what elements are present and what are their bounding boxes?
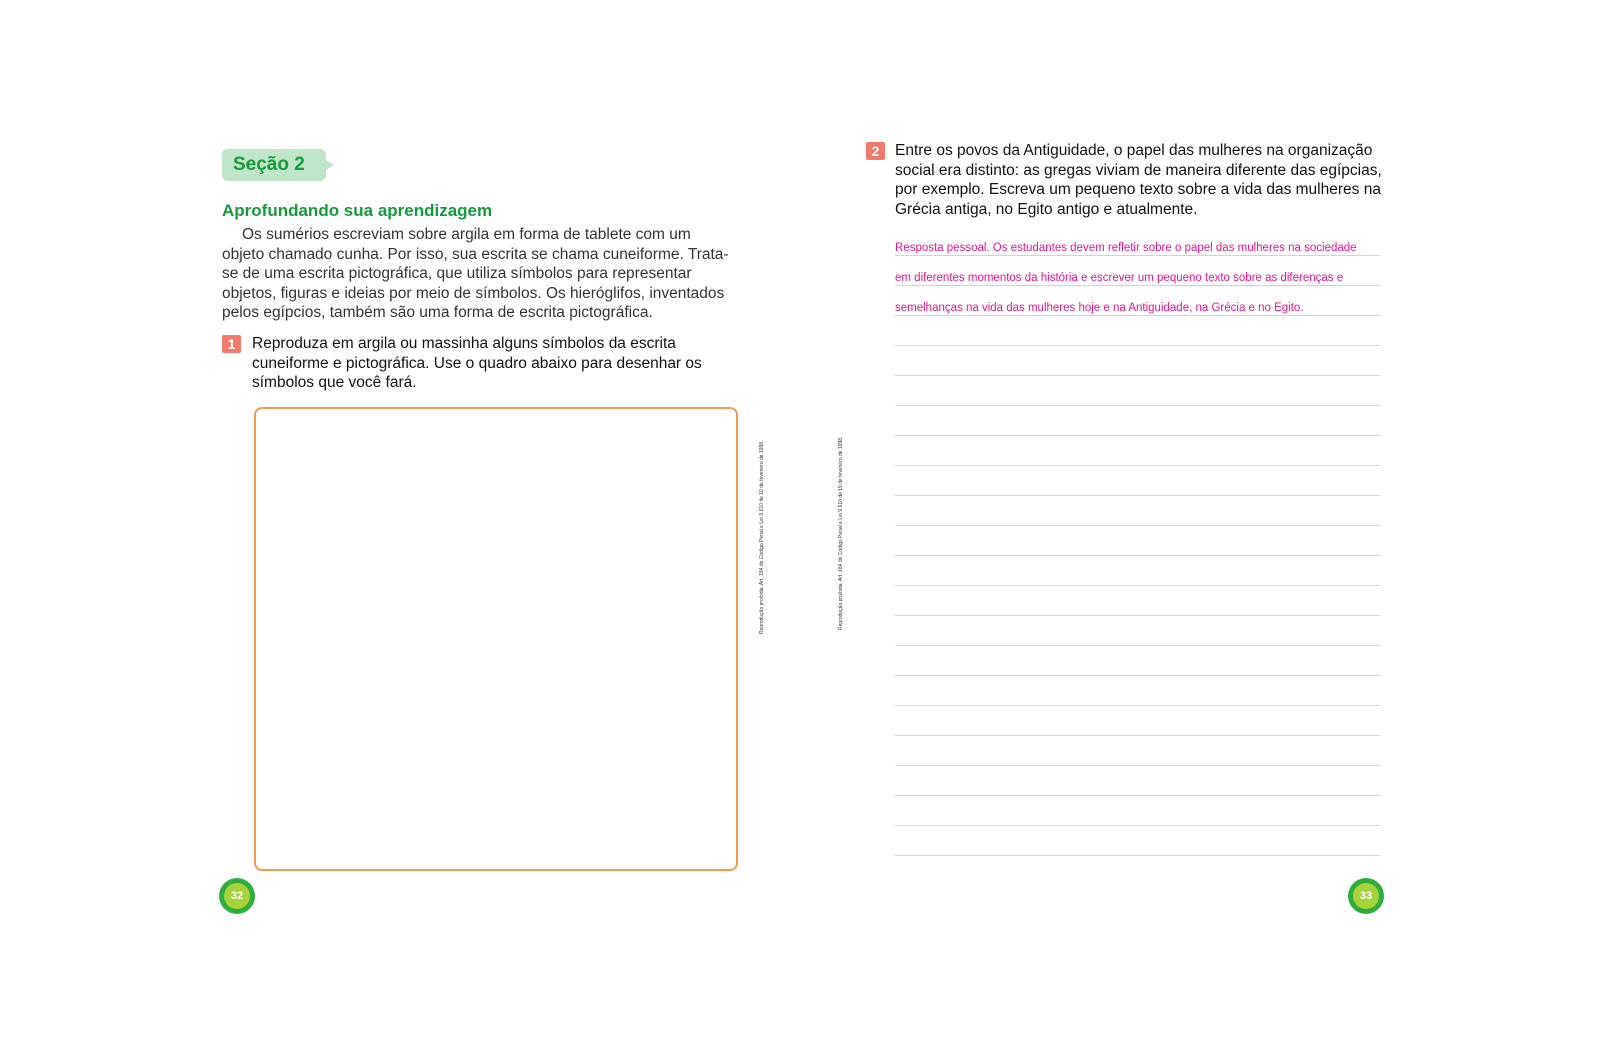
answer-line[interactable] <box>895 436 1380 466</box>
answer-line[interactable] <box>895 646 1380 676</box>
answer-line[interactable] <box>895 406 1380 436</box>
answer-line[interactable] <box>895 466 1380 496</box>
answer-line[interactable] <box>895 256 1380 286</box>
intro-paragraph: Os sumérios escreviam sobre argila em forma de tablete com um objeto chamado cunha. Por isso, sua escrita se chama cuneiforme. Trata-se de uma escrita pictográfica, que utiliza símbolos para representar objetos, figuras e ideias por meio de símbolos. Os hieróglifos, inventados pelos egípcios, também são uma forma de escrita pictográfica. <box>222 226 729 321</box>
question-2-text: Entre os povos da Antiguidade, o papel das mulheres na organização social era distinto: as gregas viviam de maneira diferente das egípcias, por exemplo. Escreva um pequeno texto sobre a vida das mulheres na Grécia antiga, no Egito antigo e atualmente. <box>895 142 1382 218</box>
page-number-badge-right <box>1348 878 1384 914</box>
answer-line[interactable] <box>895 376 1380 406</box>
page-number-badge-left <box>219 878 255 914</box>
answer-line[interactable] <box>895 766 1380 796</box>
drawing-box[interactable] <box>254 407 738 871</box>
answer-line[interactable] <box>895 616 1380 646</box>
answer-line[interactable] <box>895 586 1380 616</box>
answer-line[interactable] <box>895 346 1380 376</box>
legal-notice-left: Reprodução proibida. Art. 184 do Código Penal e Lei 9.610 de 19 de fevereiro de 1998. <box>759 440 765 634</box>
question-2-number: 2 <box>866 142 885 160</box>
answer-line[interactable] <box>895 736 1380 766</box>
answer-line[interactable] <box>895 286 1380 316</box>
answer-line-text: Resposta pessoal. Os estudantes devem refletir sobre o papel das mulheres na sociedade <box>895 242 1357 254</box>
answer-line[interactable] <box>895 496 1380 526</box>
section-tag <box>222 149 334 181</box>
question-1-text: Reproduza em argila ou massinha alguns símbolos da escrita cuneiforme e pictográfica. Use o quadro abaixo para desenhar os símbolos que você fará. <box>252 335 702 391</box>
answer-line[interactable] <box>895 706 1380 736</box>
answer-line[interactable] <box>895 796 1380 826</box>
answer-line[interactable] <box>895 316 1380 346</box>
answer-line[interactable] <box>895 556 1380 586</box>
answer-line[interactable] <box>895 826 1380 856</box>
answer-area[interactable] <box>895 226 1380 856</box>
answer-line[interactable] <box>895 226 1380 256</box>
answer-line-text: em diferentes momentos da história e escrever um pequeno texto sobre as diferenças e <box>895 272 1344 284</box>
page-number-left: 32 <box>224 883 250 909</box>
section-tag-label: Seção 2 <box>233 154 305 175</box>
answer-line[interactable] <box>895 526 1380 556</box>
page-number-right: 33 <box>1353 883 1379 909</box>
legal-notice-right: Reprodução proibida. Art. 184 do Código Penal e Lei 9.610 de 19 de fevereiro de 1998. <box>838 436 844 630</box>
section-subtitle: Aprofundando sua aprendizagem <box>222 201 493 220</box>
question-1-number: 1 <box>222 335 241 353</box>
answer-line-text: semelhanças na vida das mulheres hoje e na Antiguidade, na Grécia e no Egito. <box>895 302 1304 314</box>
answer-line[interactable] <box>895 676 1380 706</box>
